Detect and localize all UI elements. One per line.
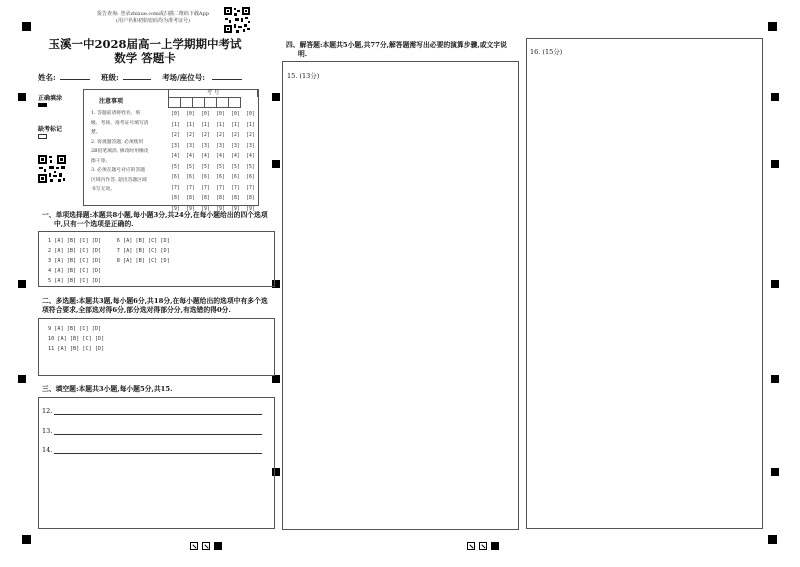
digit-bubble[interactable]: [7] <box>246 185 255 191</box>
q16-label: 16. (15分) <box>530 48 563 56</box>
room-label: 考场/座位号: <box>162 73 206 82</box>
exam-number-cell[interactable] <box>229 98 241 108</box>
digit-bubble[interactable]: [1] <box>171 122 180 128</box>
digit-bubble[interactable]: [8] <box>171 196 180 201</box>
exam-number-cell[interactable] <box>181 98 193 108</box>
info-line <box>38 72 242 83</box>
choice-row[interactable]: 5 [A] [B] [C] [D] <box>48 278 102 284</box>
alignment-mark <box>771 160 779 168</box>
digit-bubble[interactable]: [1] <box>231 122 240 128</box>
alignment-mark <box>771 280 779 288</box>
digit-bubble[interactable]: [6] <box>171 175 180 180</box>
alignment-mark <box>18 93 26 101</box>
q15-answer-box[interactable] <box>282 61 519 530</box>
digit-bubble[interactable]: [9] <box>246 206 255 212</box>
alignment-mark <box>22 22 31 31</box>
digit-bubble[interactable]: [1] <box>246 122 255 128</box>
name-field[interactable] <box>60 72 90 80</box>
exam-number-entry-row <box>169 98 241 108</box>
room-field[interactable] <box>212 72 242 80</box>
digit-bubble[interactable]: [0] <box>216 112 225 117</box>
class-field[interactable] <box>123 72 151 80</box>
exam-subtitle: 数学 答题卡 <box>114 51 176 65</box>
digit-bubble[interactable]: [9] <box>171 206 180 212</box>
digit-bubble[interactable]: [6] <box>216 175 225 180</box>
digit-bubble[interactable]: [0] <box>246 112 255 117</box>
missing-exam-label: 缺考标记 <box>38 126 63 133</box>
digit-bubble[interactable]: [3] <box>201 143 210 149</box>
fill-example-mark <box>38 103 47 107</box>
q16-answer-box[interactable] <box>526 38 763 529</box>
digit-bubble[interactable]: [8] <box>216 196 225 201</box>
digit-bubble[interactable]: [5] <box>216 164 225 170</box>
digit-bubble[interactable]: [0] <box>171 112 180 117</box>
page-marker <box>190 535 226 554</box>
alignment-mark <box>272 375 280 383</box>
exam-number-digits <box>168 110 258 215</box>
qr-code-icon <box>223 6 251 34</box>
digit-bubble[interactable]: [6] <box>186 175 195 180</box>
digit-bubble[interactable]: [2] <box>171 133 180 138</box>
digit-bubble[interactable]: [8] <box>186 196 195 201</box>
notice-item: 级、考场、准考证号填写清 <box>91 120 149 126</box>
digit-bubble[interactable]: [3] <box>171 143 180 149</box>
digit-bubble[interactable]: [6] <box>231 175 240 180</box>
notice-item: 楚。 <box>91 130 101 135</box>
digit-bubble[interactable]: [9] <box>231 206 240 212</box>
alignment-mark <box>768 535 777 544</box>
digit-bubble[interactable]: [3] <box>231 143 240 149</box>
digit-bubble[interactable]: [5] <box>246 164 255 170</box>
choice-row[interactable]: 1 [A] [B] [C] [D] 6 [A] [B] [C] [D] <box>48 238 170 244</box>
slash-box-icon <box>190 542 198 550</box>
notice-item: 2B铅笔填涂, 修改时用橡皮 <box>91 149 149 154</box>
exam-number-cell[interactable] <box>205 98 217 108</box>
digit-bubble[interactable]: [0] <box>231 112 240 117</box>
exam-number-cell[interactable] <box>217 98 229 108</box>
digit-bubble[interactable]: [5] <box>171 164 180 170</box>
digit-bubble[interactable]: [2] <box>246 133 255 138</box>
digit-bubble[interactable]: [0] <box>186 112 195 117</box>
choice-row[interactable]: 10 [A] [B] [C] [D] <box>48 336 105 342</box>
section3-answer-box <box>38 397 275 529</box>
section1-title <box>42 211 274 229</box>
notice-item: 书写无效。 <box>91 187 115 192</box>
digit-bubble[interactable]: [4] <box>246 154 255 159</box>
digit-bubble[interactable]: [4] <box>171 154 180 159</box>
notice-item: 3. 必须在题号对应的答题 <box>91 168 146 173</box>
digit-bubble[interactable]: [3] <box>246 143 255 149</box>
choice-row[interactable]: 4 [A] [B] [C] [D] <box>48 268 102 274</box>
section2-title-line1: 二、多选题:本题共3题,每小题6分,共18分,在每小题给出的选项中有多个选 <box>42 297 268 305</box>
digit-bubble[interactable]: [7] <box>201 185 210 191</box>
fill-example-label: 正确填涂 <box>38 95 63 102</box>
digit-bubble[interactable]: [9] <box>201 206 210 212</box>
filled-box-icon <box>214 542 222 550</box>
digit-bubble[interactable]: [7] <box>171 185 180 191</box>
fill-answer-line[interactable] <box>54 453 262 454</box>
alignment-mark <box>22 535 31 544</box>
digit-bubble[interactable]: [4] <box>201 154 210 159</box>
notice-title: 注意事项 <box>99 98 124 105</box>
notice-item: 擦干净。 <box>91 158 111 164</box>
digit-bubble[interactable]: [5] <box>231 164 240 170</box>
digit-bubble[interactable]: [4] <box>186 154 195 159</box>
choice-row[interactable]: 9 [A] [B] [C] [D] <box>48 326 102 332</box>
digit-bubble[interactable]: [1] <box>216 122 225 128</box>
alignment-mark <box>771 93 779 101</box>
section4-title-line1: 四、解答题:本题共5小题,共77分,解答题需写出必要的演算步骤,或文字说 <box>286 41 507 49</box>
alignment-mark <box>18 280 26 288</box>
digit-bubble[interactable]: [4] <box>231 154 240 159</box>
filled-box-icon <box>491 542 499 550</box>
slash-box-icon <box>202 542 210 550</box>
choice-row[interactable]: 11 [A] [B] [C] [D] <box>48 346 105 352</box>
report-notice <box>78 11 228 25</box>
alignment-mark <box>768 22 777 31</box>
exam-title: 玉溪一中2028届高一上学期期中考试 <box>48 37 242 51</box>
digit-bubble[interactable]: [1] <box>201 122 210 128</box>
digit-bubble[interactable]: [9] <box>216 206 225 212</box>
fill-answer-line[interactable] <box>54 414 262 415</box>
exam-number-table <box>168 97 241 108</box>
section4-title-line2: 明. <box>298 50 308 58</box>
alignment-mark <box>18 375 26 383</box>
fill-item-label: 12. <box>42 407 53 415</box>
digit-bubble[interactable]: [5] <box>186 164 195 170</box>
section1-title-line1: 一、单项选择题:本题共8小题,每小题3分,共24分,在每小题给出的四个选项 <box>42 211 268 219</box>
fill-item-label: 13. <box>42 427 53 435</box>
alignment-mark <box>771 375 779 383</box>
digit-bubble[interactable]: [8] <box>246 196 255 201</box>
notice-item: 区域内作答, 超出答题区域 <box>91 177 147 183</box>
section2-title-line2: 项符合要求,全部选对得6分,部分选对得部分分,有选错的得0分. <box>42 306 231 314</box>
section2-rows <box>48 324 104 354</box>
alignment-mark <box>272 160 280 168</box>
notice-list <box>91 109 166 195</box>
alignment-mark <box>272 93 280 101</box>
section3-title: 三、填空题:本题共3小题,每小题5分,共15. <box>42 385 173 393</box>
digit-bubble[interactable]: [6] <box>201 175 210 180</box>
class-label: 班级: <box>101 73 119 82</box>
notice-item: 2. 客观题答题, 必须使用 <box>91 139 144 145</box>
digit-bubble[interactable]: [7] <box>186 185 195 191</box>
choice-row[interactable]: 2 [A] [B] [C] [D] 7 [A] [B] [C] [D] <box>48 248 170 254</box>
exam-number-cell[interactable] <box>169 98 181 108</box>
digit-bubble[interactable]: [2] <box>201 133 210 138</box>
section1-title-line2: 中,只有一个选项是正确的. <box>54 220 134 228</box>
digit-bubble[interactable]: [2] <box>231 133 240 138</box>
q15-label: 15. (13分) <box>287 72 320 80</box>
choice-row[interactable]: 3 [A] [B] [C] [D] 8 [A] [B] [C] [D] <box>48 258 170 264</box>
digit-bubble[interactable]: [3] <box>216 143 225 149</box>
exam-number-header: 考 号 <box>168 89 258 97</box>
exam-number-grid <box>168 89 258 215</box>
name-label: 姓名: <box>38 73 56 82</box>
alignment-mark <box>771 468 779 476</box>
exam-number-cell[interactable] <box>193 98 205 108</box>
section1-rows <box>48 236 170 286</box>
digit-bubble[interactable]: [2] <box>186 133 195 138</box>
digit-bubble[interactable]: [4] <box>216 154 225 159</box>
digit-bubble[interactable]: [7] <box>216 185 225 191</box>
digit-bubble[interactable]: [7] <box>231 185 240 191</box>
section2-title <box>42 297 278 315</box>
student-qr-icon <box>37 154 67 184</box>
digit-bubble[interactable]: [3] <box>186 143 195 149</box>
report-notice-line2: (用户名和初始密码均为准考证号) <box>116 18 190 24</box>
digit-bubble[interactable]: [8] <box>231 196 240 201</box>
digit-bubble[interactable]: [5] <box>201 164 210 170</box>
digit-bubble[interactable]: [8] <box>201 196 210 201</box>
digit-bubble[interactable]: [6] <box>246 175 255 180</box>
missing-exam-checkbox[interactable] <box>38 134 47 139</box>
fill-answer-line[interactable] <box>54 434 262 435</box>
notice-item: 1. 答题前请将姓名、班 <box>91 111 141 116</box>
slash-box-icon <box>467 542 475 550</box>
section4-title <box>286 41 522 59</box>
digit-bubble[interactable]: [0] <box>201 112 210 117</box>
slash-box-icon <box>479 542 487 550</box>
digit-bubble[interactable]: [2] <box>216 133 225 138</box>
report-notice-line1: 报告查询: 登录zhixue.com或扫描二维码下载App <box>97 11 209 17</box>
digit-bubble[interactable]: [1] <box>186 122 195 128</box>
digit-bubble[interactable]: [9] <box>186 206 195 212</box>
page-marker <box>467 535 503 554</box>
fill-item-label: 14. <box>42 446 53 454</box>
